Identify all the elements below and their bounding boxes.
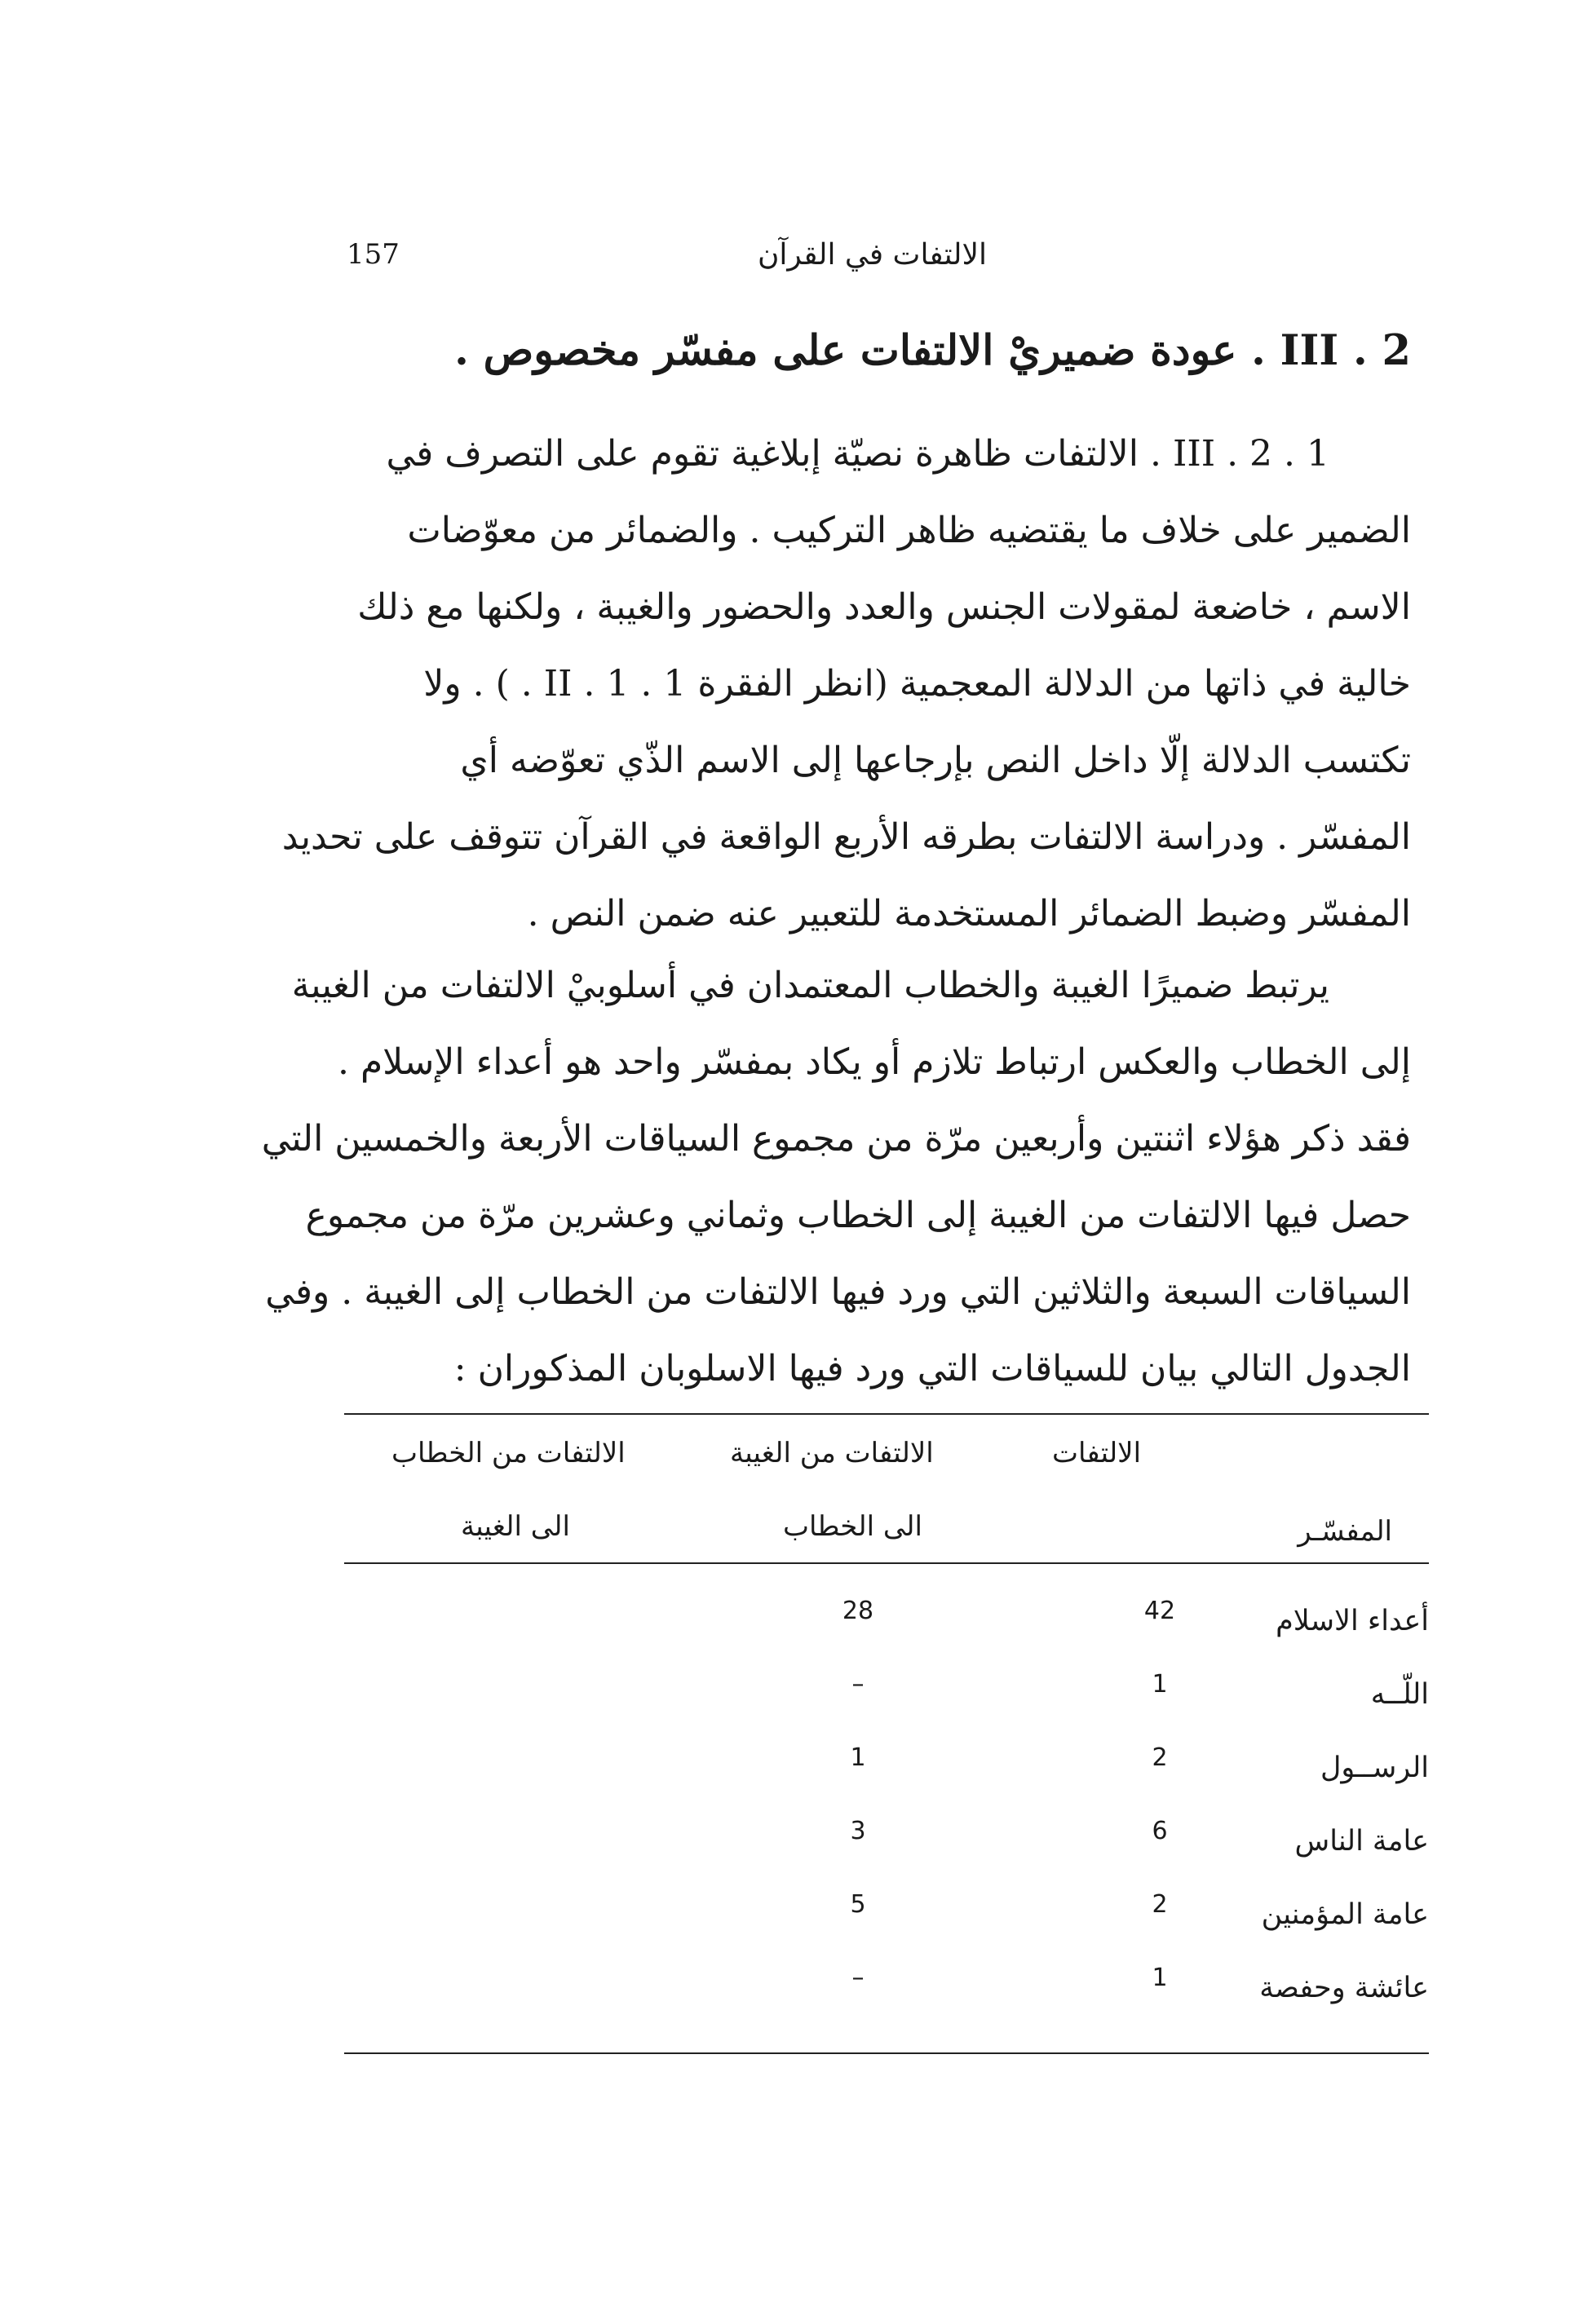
table-bottom-rule xyxy=(344,2052,1429,2054)
table-header-mufassir: المفسّـر xyxy=(1298,1515,1392,1548)
table-header-iltifat: الالتفات xyxy=(1052,1437,1142,1469)
cell-khitab-to-ghayba: 28 xyxy=(842,1597,874,1625)
running-header: الالتفات في القرآن xyxy=(757,238,987,272)
text-line: فقد ذكر هؤلاء اثنتين وأربعين مرّة من مجموع السياقات الأربعة والخمسين التي xyxy=(261,1118,1411,1160)
text-line: يرتبط ضميرًا الغيبة والخطاب المعتمدان في أسلوبيْ الالتفات من الغيبة xyxy=(291,965,1329,1006)
cell-khitab-to-ghayba: 1 xyxy=(850,1743,866,1772)
table-row xyxy=(344,1817,1429,1866)
cell-khitab-to-ghayba: – xyxy=(851,1670,865,1699)
paragraph-1 xyxy=(179,416,1411,952)
table-row xyxy=(344,1964,1429,2013)
cell-mufassir: عامة الناس xyxy=(1294,1825,1429,1858)
cell-mufassir: عائشة وحفصة xyxy=(1259,1972,1429,2004)
text-line: الضمير على خلاف ما يقتضيه ظاهر التركيب . والضمائر من معوّضات xyxy=(407,510,1411,551)
cell-ghayba-to-khitab: 42 xyxy=(1143,1597,1176,1625)
paragraph-2 xyxy=(179,948,1411,1407)
text-line: إلى الخطاب والعكس ارتباط تلازم أو يكاد بمفسّر واحد هو أعداء الإسلام . xyxy=(337,1041,1411,1083)
table-row xyxy=(344,1890,1429,1939)
text-line: الاسم ، خاضعة لمقولات الجنس والعدد والحضور والغيبة ، ولكنها مع ذلك xyxy=(357,586,1411,628)
table-row xyxy=(344,1597,1429,1646)
page-number: 157 xyxy=(347,238,400,271)
cell-ghayba-to-khitab: 2 xyxy=(1152,1890,1168,1919)
table-header-ghayba-to-khitab-line2: الى الخطاب xyxy=(783,1510,922,1543)
cell-mufassir: أعداء الاسلام xyxy=(1276,1605,1429,1637)
text-line: السياقات السبعة والثلاثين التي ورد فيها الالتفات من الخطاب إلى الغيبة . وفي xyxy=(265,1271,1411,1313)
cell-mufassir: اللّــه xyxy=(1370,1678,1429,1711)
cell-ghayba-to-khitab: 6 xyxy=(1152,1817,1168,1845)
cell-ghayba-to-khitab: 1 xyxy=(1152,1670,1168,1699)
text-line: خالية في ذاتها من الدلالة المعجمية (انظر الفقرة II . 1 . 1 . ) . ولا xyxy=(423,663,1411,705)
text-line: تكتسب الدلالة إلّا داخل النص بإرجاعها إلى الاسم الذّي تعوّضه أي xyxy=(460,740,1411,781)
table-header-khitab-to-ghayba-line2: الى الغيبة xyxy=(461,1510,570,1543)
cell-khitab-to-ghayba: 3 xyxy=(850,1817,866,1845)
cell-khitab-to-ghayba: – xyxy=(851,1964,865,1992)
section-heading: III . 2 . عودة ضميريْ الالتفات على مفسّر مخصوص . xyxy=(454,326,1411,375)
table-row xyxy=(344,1743,1429,1792)
table-top-rule xyxy=(344,1413,1429,1415)
cell-mufassir: عامة المؤمنين xyxy=(1261,1898,1429,1931)
cell-khitab-to-ghayba: 5 xyxy=(850,1890,866,1919)
table-header-khitab-to-ghayba-line1: الالتفات من الخطاب xyxy=(391,1437,626,1469)
cell-mufassir: الرســول xyxy=(1320,1752,1429,1784)
table-header-rule xyxy=(344,1562,1429,1564)
table-row xyxy=(344,1670,1429,1719)
text-line: المفسّر وضبط الضمائر المستخدمة للتعبير عنه ضمن النص . xyxy=(527,893,1411,934)
table-header-ghayba-to-khitab-line1: الالتفات من الغيبة xyxy=(730,1437,934,1469)
text-line: حصل فيها الالتفات من الغيبة إلى الخطاب وثماني وعشرين مرّة من مجموع xyxy=(305,1195,1411,1236)
text-line: المفسّر . ودراسة الالتفات بطرقه الأربع الواقعة في القرآن تتوقف على تحديد xyxy=(281,816,1411,858)
cell-ghayba-to-khitab: 2 xyxy=(1152,1743,1168,1772)
cell-ghayba-to-khitab: 1 xyxy=(1152,1964,1168,1992)
text-line: الجدول التالي بيان للسياقات التي ورد فيها الاسلوبان المذكوران : xyxy=(453,1348,1411,1390)
text-line: III . 2 . 1 . الالتفات ظاهرة نصيّة إبلاغية تقوم على التصرف في xyxy=(386,433,1329,475)
